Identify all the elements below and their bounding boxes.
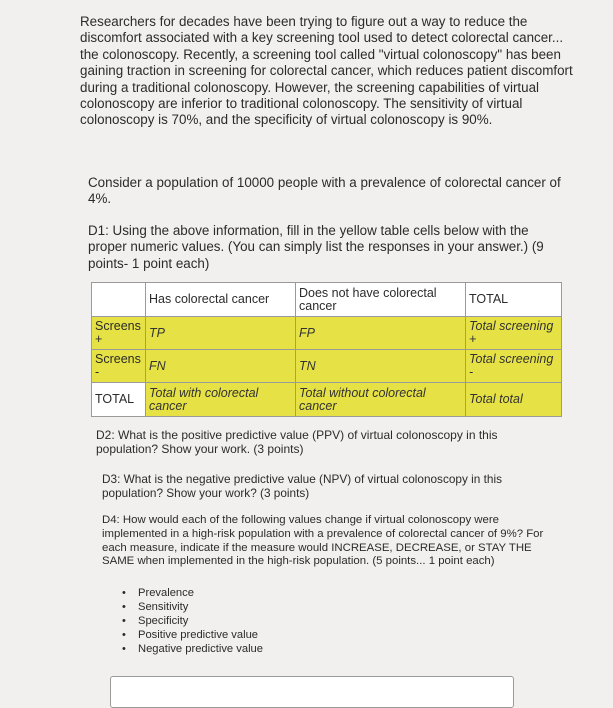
measures-list	[120, 587, 263, 657]
cell-total-total[interactable]: Total total	[466, 383, 562, 417]
measure-npv: Negative predictive value	[138, 642, 263, 655]
cell-total-with-cancer[interactable]: Total with colorectal cancer	[146, 383, 296, 417]
cell-tp[interactable]: TP	[146, 317, 296, 350]
cell-total-screening-negative[interactable]: Total screening -	[466, 350, 562, 383]
question-d3: D3: What is the negative predictive value (NPV) of virtual colonoscopy in this population? Show your work? (3 points)	[102, 472, 502, 500]
row-label-screens-negative: Screens -	[92, 350, 146, 383]
list-item	[120, 615, 263, 629]
header-total: TOTAL	[466, 283, 562, 317]
population-paragraph: Consider a population of 10000 people with a prevalence of colorectal cancer of 4%.	[88, 175, 561, 207]
question-d2: D2: What is the positive predictive value (PPV) of virtual colonoscopy in this population? Show your work. (3 points)	[96, 428, 498, 457]
cell-total-screening-positive[interactable]: Total screening +	[466, 317, 562, 350]
cell-total-without-cancer[interactable]: Total without colorectal cancer	[296, 383, 466, 417]
question-d4: D4: How would each of the following values change if virtual colonoscopy were implemented in a high-risk population with a prevalence of colorectal cancer of 9%? For each measure, indicate if the measure would INCREASE, DECREASE, or STAY THE SAME when implemented in the high-risk population. (5 points... 1 point each)	[102, 514, 544, 568]
bullet-icon: •	[122, 614, 126, 627]
header-no-cancer: Does not have colorectal cancer	[296, 283, 466, 317]
measure-ppv: Positive predictive value	[138, 628, 259, 641]
bullet-icon: •	[122, 600, 126, 613]
answer-input-box[interactable]	[110, 676, 514, 708]
measure-sensitivity: Sensitivity	[138, 600, 189, 613]
cell-tn[interactable]: TN	[296, 350, 466, 383]
bullet-icon: •	[122, 628, 126, 641]
cell-fp[interactable]: FP	[296, 317, 466, 350]
measure-prevalence: Prevalence	[138, 587, 194, 599]
list-item	[120, 601, 263, 615]
bullet-icon: •	[122, 642, 126, 655]
header-has-cancer: Has colorectal cancer	[146, 283, 296, 317]
measure-specificity: Specificity	[138, 614, 189, 627]
row-label-total: TOTAL	[92, 383, 146, 417]
row-label-screens-positive: Screens +	[92, 317, 146, 350]
list-item	[120, 587, 263, 601]
intro-paragraph: Researchers for decades have been trying to figure out a way to reduce the discomfort associated with a key screening tool used to detect colorectal cancer... the colonoscopy. Recently, a screening tool called "virtual colonoscopy" has been gaining traction in screening for colorectal cancer, which reduces patient discomfort during a traditional colonoscopy. However, the screening capabilities of virtual colonoscopy are inferior to traditional colonoscopy. The sensitivity of virtual colonoscopy is 70%, and the specificity of virtual colonoscopy is 90%.	[80, 14, 573, 128]
table-corner-cell	[92, 283, 146, 317]
question-d1: D1: Using the above information, fill in the yellow table cells below with the proper numeric values. (You can simply list the responses in your answer.) (9 points- 1 point each)	[88, 223, 544, 271]
list-item	[120, 643, 263, 657]
bullet-icon: •	[122, 587, 126, 599]
screening-table	[91, 282, 562, 417]
cell-fn[interactable]: FN	[146, 350, 296, 383]
list-item	[120, 629, 263, 643]
